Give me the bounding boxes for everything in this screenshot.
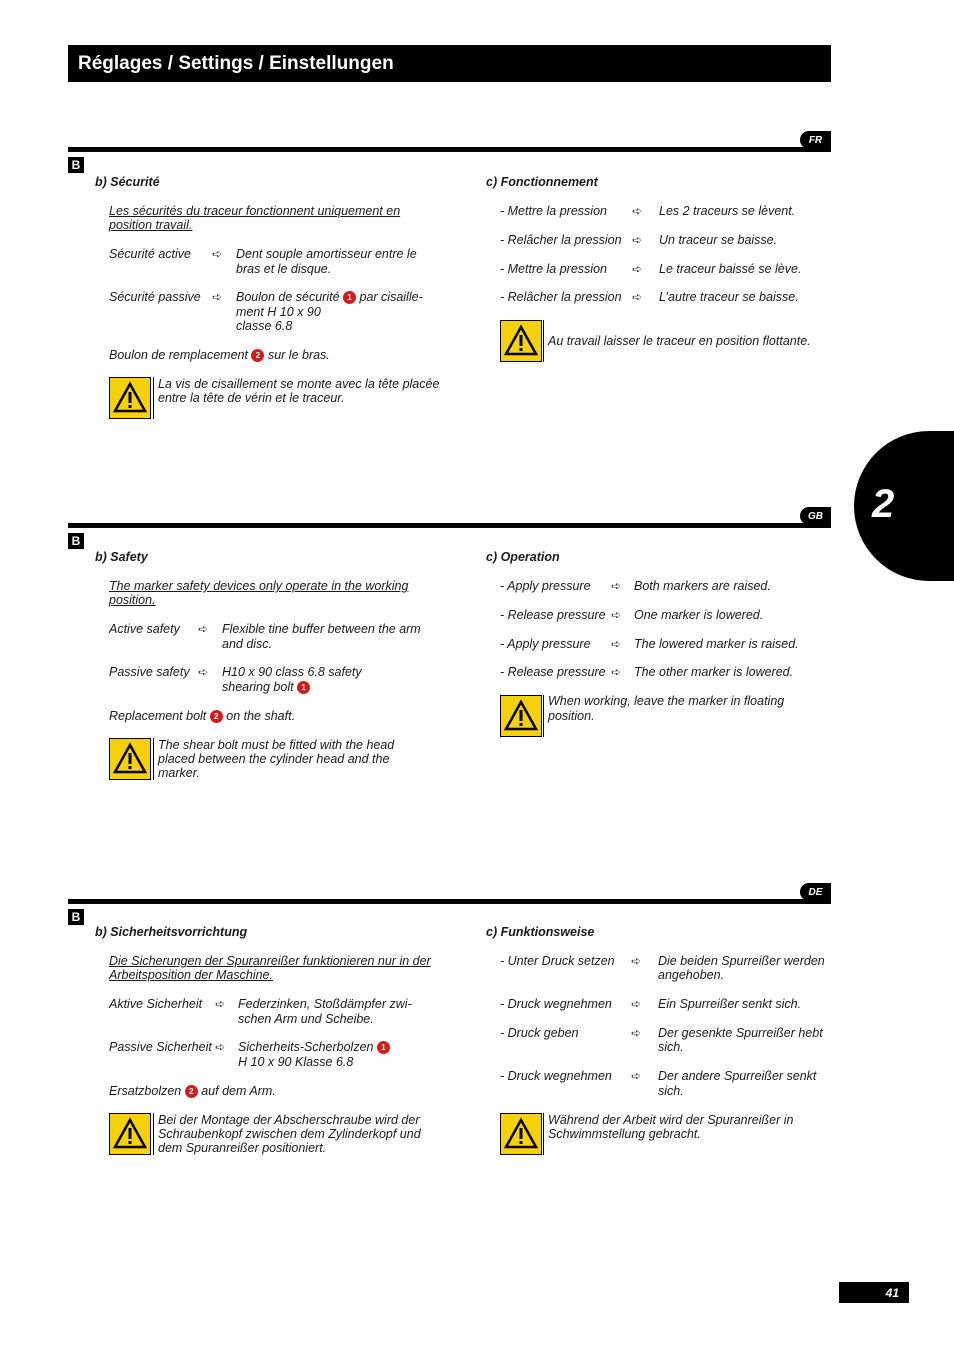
section-rule	[68, 523, 831, 528]
warning-triangle-icon	[109, 1113, 151, 1155]
operation-warning-text-2: position.	[548, 709, 595, 723]
operation-action: - Mettre la pression	[500, 204, 607, 218]
active-safety-text-1: Federzinken, Stoßdämpfer zwi-	[238, 997, 412, 1011]
operation-warning-text-1: Während der Arbeit wird der Spuranreißer in	[548, 1113, 794, 1127]
arrow-right-icon: ➪	[611, 608, 622, 622]
part-badge-1: 1	[377, 1041, 390, 1054]
passive-safety-text-1: H10 x 90 class 6.8 safety	[222, 665, 362, 679]
intro-line-2: position.	[109, 593, 156, 607]
active-safety-text-1: Dent souple amortisseur entre le	[236, 247, 417, 261]
operation-warning-text: Au travail laisser le traceur en position flottante.	[548, 334, 811, 348]
arrow-right-icon: ➪	[631, 997, 642, 1011]
intro-line-2: position travail.	[109, 218, 193, 232]
section-rule	[68, 899, 831, 904]
section-letter: B	[68, 157, 84, 173]
operation-result: Der gesenkte Spurreißer hebt	[658, 1026, 823, 1040]
chapter-tab	[854, 431, 954, 581]
operation-action: - Druck wegnehmen	[500, 997, 612, 1011]
arrow-right-icon: ➪	[611, 665, 622, 679]
replacement-bolt-text: Ersatzbolzen 2 auf dem Arm.	[109, 1084, 276, 1098]
warning-triangle-icon	[500, 1113, 542, 1155]
passive-safety-text-1: Sicherheits-Scherbolzen 1	[238, 1040, 390, 1055]
arrow-right-icon: ➪	[212, 247, 223, 261]
part-badge-2: 2	[251, 349, 264, 362]
operation-result: Les 2 traceurs se lèvent.	[659, 204, 796, 218]
operation-action: - Apply pressure	[500, 637, 591, 651]
replacement-bolt-text: Replacement bolt 2 on the shaft.	[109, 709, 296, 723]
arrow-right-icon: ➪	[632, 233, 643, 247]
arrow-right-icon: ➪	[611, 637, 622, 651]
operation-action: - Druck wegnehmen	[500, 1069, 612, 1083]
passive-safety-label: Sécurité passive	[109, 290, 201, 304]
operation-result: Le traceur baissé se lève.	[659, 262, 802, 276]
operation-result: Ein Spurreißer senkt sich.	[658, 997, 802, 1011]
warning-text-3: marker.	[158, 766, 200, 780]
page-title: Réglages / Settings / Einstellungen	[78, 52, 394, 74]
section-letter: B	[68, 909, 84, 925]
section-letter: B	[68, 533, 84, 549]
active-safety-text-2: bras et le disque.	[236, 262, 332, 276]
warning-triangle-icon	[500, 695, 542, 737]
page-header	[68, 45, 831, 82]
operation-action: - Mettre la pression	[500, 262, 607, 276]
section-b-title: b) Sicherheitsvorrichtung	[95, 925, 248, 939]
operation-warning-text-2: Schwimmstellung gebracht.	[548, 1127, 701, 1141]
warning-text-3: dem Spuranreißer positioniert.	[158, 1141, 327, 1155]
section-c-title: c) Funktionsweise	[486, 925, 595, 939]
warning-triangle-icon	[109, 738, 151, 780]
lang-tab-de: DE	[800, 883, 831, 901]
warning-divider	[543, 1113, 544, 1155]
warning-text-1: The shear bolt must be fitted with the head	[158, 738, 395, 752]
intro-line-1: The marker safety devices only operate in the working	[109, 579, 409, 593]
intro-line-2: Arbeitsposition der Maschine.	[109, 968, 273, 982]
operation-action: - Release pressure	[500, 608, 606, 622]
warning-divider	[153, 738, 154, 780]
arrow-right-icon: ➪	[215, 997, 226, 1011]
part-badge-2: 2	[210, 710, 223, 723]
active-safety-text-2: and disc.	[222, 637, 273, 651]
arrow-right-icon: ➪	[631, 954, 642, 968]
passive-safety-text-2: shearing bolt 1	[222, 680, 310, 695]
section-c-title: c) Fonctionnement	[486, 175, 598, 189]
arrow-right-icon: ➪	[632, 262, 643, 276]
arrow-right-icon: ➪	[632, 204, 643, 218]
active-safety-label: Active safety	[109, 622, 180, 636]
arrow-right-icon: ➪	[198, 622, 209, 636]
arrow-right-icon: ➪	[631, 1026, 642, 1040]
active-safety-label: Sécurité active	[109, 247, 191, 261]
arrow-right-icon: ➪	[198, 665, 209, 679]
operation-result: sich.	[658, 1084, 684, 1098]
warning-text-2: placed between the cylinder head and the	[158, 752, 390, 766]
intro-line-1: Les sécurités du traceur fonctionnent uniquement en	[109, 204, 401, 218]
operation-action: - Release pressure	[500, 665, 606, 679]
operation-action: - Unter Druck setzen	[500, 954, 615, 968]
intro-line-1: Die Sicherungen der Spuranreißer funktionieren nur in der	[109, 954, 431, 968]
active-safety-text-1: Flexible tine buffer between the arm	[222, 622, 421, 636]
lang-tab-fr: FR	[800, 131, 831, 149]
warning-text-2: Schraubenkopf zwischen dem Zylinderkopf und	[158, 1127, 421, 1141]
arrow-right-icon: ➪	[611, 579, 622, 593]
passive-safety-text-3: classe 6.8	[236, 319, 293, 333]
warning-divider	[543, 320, 544, 362]
section-b-title: b) Safety	[95, 550, 148, 564]
chapter-number: 2	[872, 482, 895, 526]
operation-result: One marker is lowered.	[634, 608, 764, 622]
operation-result: The lowered marker is raised.	[634, 637, 799, 651]
arrow-right-icon: ➪	[212, 290, 223, 304]
operation-result: angehoben.	[658, 968, 725, 982]
operation-warning-text-1: When working, leave the marker in floating	[548, 694, 785, 708]
replacement-bolt-text: Boulon de remplacement 2 sur le bras.	[109, 348, 330, 362]
warning-divider	[153, 377, 154, 419]
part-badge-2: 2	[185, 1085, 198, 1098]
active-safety-text-2: schen Arm und Scheibe.	[238, 1012, 374, 1026]
page-number: 41	[839, 1282, 909, 1303]
lang-tab-gb: GB	[800, 507, 831, 525]
warning-divider	[543, 695, 544, 737]
operation-action: - Relâcher la pression	[500, 233, 622, 247]
arrow-right-icon: ➪	[631, 1069, 642, 1083]
operation-result: Un traceur se baisse.	[659, 233, 778, 247]
warning-divider	[153, 1113, 154, 1155]
operation-result: sich.	[658, 1040, 684, 1054]
passive-safety-text-2: ment H 10 x 90	[236, 305, 321, 319]
section-b-title: b) Sécurité	[95, 175, 160, 189]
passive-safety-label: Passive Sicherheit	[109, 1040, 212, 1054]
warning-text-2: entre la tête de vérin et le traceur.	[158, 391, 345, 405]
operation-result: Der andere Spurreißer senkt	[658, 1069, 817, 1083]
section-rule	[68, 147, 831, 152]
arrow-right-icon: ➪	[215, 1040, 226, 1054]
operation-action: - Apply pressure	[500, 579, 591, 593]
part-badge-1: 1	[343, 291, 356, 304]
passive-safety-text-2: H 10 x 90 Klasse 6.8	[238, 1055, 354, 1069]
warning-text-1: La vis de cisaillement se monte avec la tête placée	[158, 377, 440, 391]
operation-action: - Druck geben	[500, 1026, 579, 1040]
operation-result: Die beiden Spurreißer werden	[658, 954, 825, 968]
warning-text-1: Bei der Montage der Abscherschraube wird der	[158, 1113, 420, 1127]
operation-result: The other marker is lowered.	[634, 665, 794, 679]
operation-action: - Relâcher la pression	[500, 290, 622, 304]
section-c-title: c) Operation	[486, 550, 560, 564]
active-safety-label: Aktive Sicherheit	[109, 997, 203, 1011]
arrow-right-icon: ➪	[632, 290, 643, 304]
operation-result: Both markers are raised.	[634, 579, 771, 593]
part-badge-1: 1	[297, 681, 310, 694]
warning-triangle-icon	[109, 377, 151, 419]
passive-safety-text-1: Boulon de sécurité 1 par cisaille-	[236, 290, 423, 304]
passive-safety-label: Passive safety	[109, 665, 190, 679]
operation-result: L’autre traceur se baisse.	[659, 290, 799, 304]
warning-triangle-icon	[500, 320, 542, 362]
